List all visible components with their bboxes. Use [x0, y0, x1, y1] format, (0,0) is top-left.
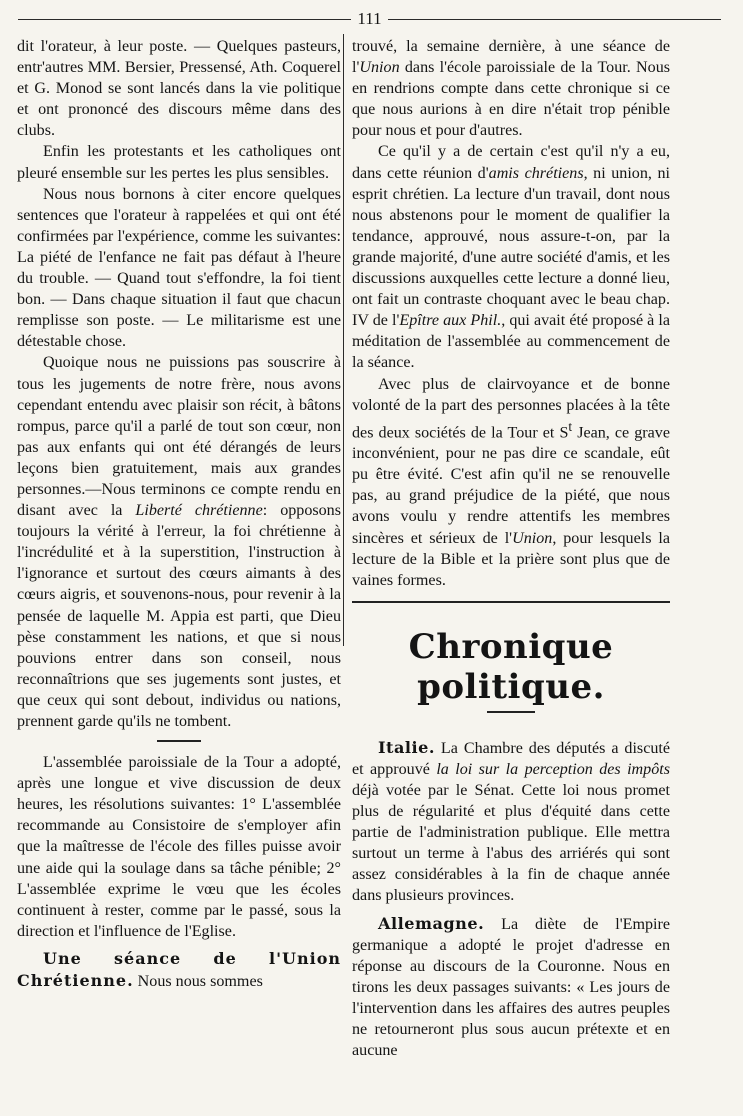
text-run: Nous nous sommes	[133, 973, 263, 991]
text-run: Quoique nous ne puissions pas souscrire à tous les jugements de notre frère, nous avons cependant entendu avec plaisir son récit, à bâtons rompus, parce qu'il a parlé de tout son cœur, non pas aux enfants qui ont été dérangés de leurs leçons bien gratuitement, mais aux grandes personnes.—Nous terminons ce compte rendu en disant avec la	[17, 354, 341, 520]
paragraph: L'assemblée paroissiale de la Tour a adopté, après une longue et vive discussion de deux heures, les résolutions suivantes: 1° L'assemblée recommande au Consistoire de s'employer afin que la maîtresse de l'école des filles puisse avoir une aide qui la soulage dans sa tâche pénible; 2° L'assemblée exprime le vœu que les écoles continuent à rester, comme par le passé, sous la direction et l'influence de l'Eglise.	[17, 754, 341, 940]
paragraph: dit l'orateur, à leur poste. — Quelques pasteurs, entr'autres MM. Bersier, Pressensé, Ath. Coquerel et G. Monod se sont lancés dans la vie politique et ont prononcé des discours même dans des clubs.	[17, 38, 341, 140]
text-run: Avec plus de clairvoyance et de bonne volonté de la part des personnes placées à la tête des deux sociétés de la Tour et S	[352, 375, 670, 442]
italic-phrase: la loi sur la perception des impôts	[436, 760, 671, 778]
page-number: 111	[357, 9, 382, 28]
paragraph	[17, 352, 341, 732]
country-heading: Italie.	[378, 737, 435, 757]
text-run: dans l'école paroissiale de la Tour. Nous en rendrions compte dans cette chronique si ce que nous aurions à en dire n'était trop pénible pour nous et pour d'autres.	[352, 59, 670, 140]
paragraph	[17, 948, 341, 992]
text-run: , pour lesquels la lecture de la Bible et la prière sont plus que de vaines formes.	[352, 529, 670, 589]
header-rule-left	[18, 19, 351, 20]
text-run: La Chambre des députés a discuté et approuvé	[352, 739, 670, 778]
paragraph	[352, 737, 670, 907]
paragraph	[352, 374, 670, 591]
column-divider	[343, 34, 344, 646]
italic-reference: Epître aux Phil.	[399, 312, 502, 330]
text-run: trouvé, la semaine dernière, à une séance de l'	[352, 38, 670, 77]
paragraph	[352, 913, 670, 1062]
italic-title: Liberté chrétienne	[135, 502, 263, 520]
text-run: Ce qu'il y a de certain c'est qu'il n'y a eu, dans cette réunion d'	[352, 143, 670, 182]
italic-phrase: amis chrétiens	[488, 164, 584, 182]
italic-name: Union	[359, 59, 400, 77]
text-run: , qui avait été proposé à la méditation de l'assemblée au commencement de la séance.	[352, 312, 670, 372]
text-run: déjà votée par le Sénat. Cette loi nous promet plus de régularité et plus d'équité dans cette partie de l'administration publique. Elle mettra surtout un terme à l'abus des arriérés qui sont assez considérables à la fin de chaque année dans plusieurs provinces.	[352, 781, 670, 905]
text-run: , ni union, ni esprit chrétien. La lecture d'un travail, dont nous nous abstenons pour le moment de qualifier la tendance, approuvé, nous assure-t-on, par la grande majorité, d'une autre société d'amis, et les discussions auxquelles cette lecture a donné lieu, ont fait un contraste choquant avec le beau chap. IV de l'	[352, 164, 670, 330]
italic-name: Union	[512, 529, 553, 547]
left-column	[17, 36, 341, 992]
right-column	[352, 36, 670, 1061]
section-separator	[157, 740, 201, 742]
article-heading: Une séance de l'Union Chrétienne.	[17, 948, 341, 991]
paragraph: Enfin les protestants et les catholiques ont pleuré ensemble sur les pertes les plus sensibles.	[17, 143, 341, 182]
paragraph	[352, 141, 670, 373]
superscript: t	[568, 418, 573, 434]
paragraph: Nous nous bornons à citer encore quelques sentences que l'orateur à rappelées et qui ont été confirmées par l'expérience, comme les suivantes: La piété de l'enfance ne fait pas défaut à l'heure du trouble. — Quand tout s'effondre, la foi tient bon. — Dans chaque situation il faut que chacun remplisse son poste. — Le militarisme est une détestable chose.	[17, 185, 341, 351]
title-separator	[487, 711, 535, 713]
section-rule	[352, 601, 670, 603]
text-run: Jean, ce grave inconvénient, pour ne pas dire ce scandale, eût pu être évité. C'est afin qu'il ne se renouvelle pas, au grand préjudice de la piété, que nous avons voulu y rendre attentifs les membres sincères et sérieux de l'	[352, 424, 670, 547]
header-rule-right	[388, 19, 721, 20]
page-header	[18, 6, 721, 32]
paragraph	[352, 36, 670, 141]
section-title: Chronique politique.	[408, 626, 614, 707]
text-run: : opposons toujours la vérité à l'erreur, la foi chrétienne à l'incrédulité et à la superstition, l'instruction à l'ignorance et surtout des cœurs aimants à des cœurs aigris, et souvenons-nous, pour revenir à la pensée de laquelle M. Appia est parti, que Dieu pèse constamment les nations, et que si nous pouvions entrer dans son conseil, nous reconnaîtrions que ses jugements sont justes, et que ceux qui sont debout, individus ou nations, prennent garde qu'ils ne tombent.	[17, 502, 341, 730]
text-run: La diète de l'Empire germanique a adopté le projet d'adresse en réponse au discours de la Couronne. Nous en tirons les deux passages suivants: « Les jours de l'intervention dans les affaires des autres peuples ne retourneront plus sous aucun prétexte et en aucune	[352, 915, 670, 1060]
country-heading: Allemagne.	[378, 913, 485, 933]
